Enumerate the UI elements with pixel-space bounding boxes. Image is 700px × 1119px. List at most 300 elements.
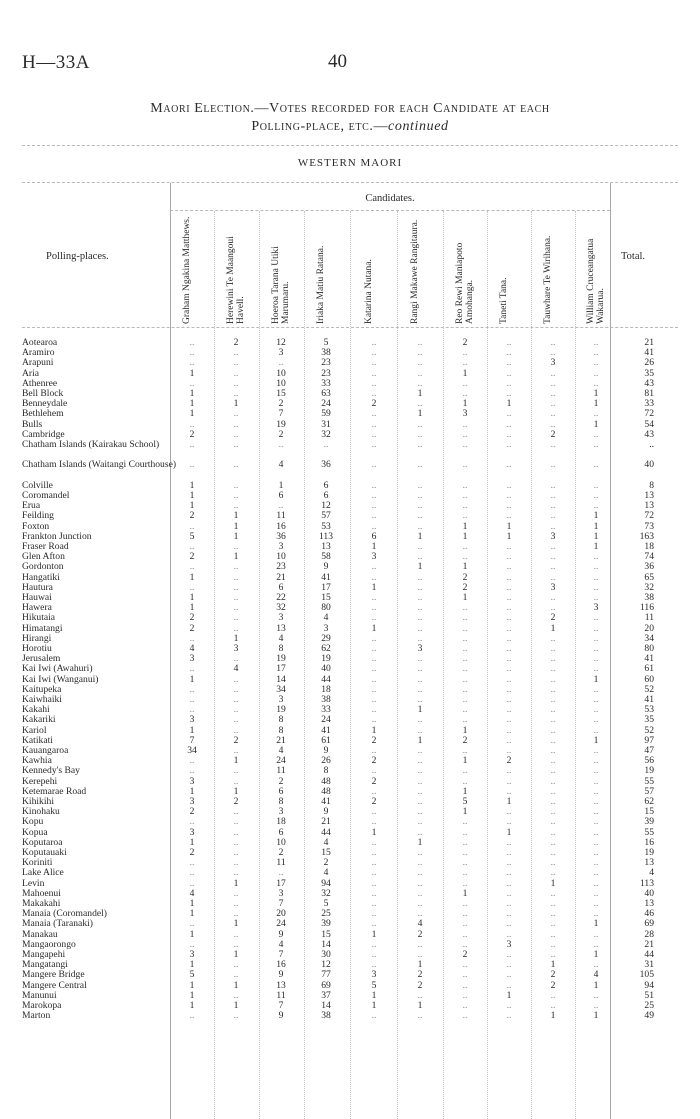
vote-cell: .. [506,377,512,389]
polling-place: Kakahi [22,705,50,716]
vote-cell: 1 [371,826,377,838]
vote-cell: .. [462,765,468,777]
vote-cell: .. [506,694,512,705]
vote-cell: 3 [278,347,284,359]
total-cell: 43 [644,428,654,440]
vote-cell: .. [417,602,423,614]
total-cell: 55 [644,826,654,838]
vote-cell: .. [506,347,512,359]
vote-cell: .. [371,571,377,583]
vote-cell: 1 [462,520,468,532]
vote-cell: .. [371,428,377,440]
vote-cell: .. [189,694,195,705]
vote-cell: .. [371,949,377,960]
vote-cell: .. [506,704,512,716]
vote-cell: 1 [189,367,195,379]
total-cell: 116 [639,602,654,614]
total-cell: 73 [644,520,654,532]
vote-cell: 1 [371,581,377,593]
vote-cell: 4 [417,918,423,930]
vote-cell: .. [233,581,239,593]
vote-cell: 2 [189,847,195,858]
vote-cell: 37 [321,989,331,1001]
vote-cell: .. [506,653,512,665]
vote-cell: 1 [189,500,195,512]
vote-cell: 3 [189,826,195,838]
vote-cell: 1 [371,1000,377,1011]
vote-cell: 1 [371,541,377,552]
vote-cell: 1 [189,490,195,501]
polling-place: Chatham Islands (Waitangi Courthouse) [22,460,177,471]
total-cell: 21 [644,337,654,348]
vote-cell: 61 [321,734,331,746]
vote-cell: .. [593,439,599,450]
vote-cell: 18 [321,683,331,695]
vote-cell: 24 [321,398,331,410]
vote-cell: .. [417,541,423,552]
vote-cell: .. [550,918,556,930]
vote-cell: .. [593,694,599,705]
vote-cell: .. [593,908,599,920]
vote-cell: 8 [278,724,284,736]
vote-cell: 14 [321,1000,331,1011]
vote-cell: 1 [233,1000,239,1011]
vote-cell: .. [462,643,468,654]
vote-cell: 57 [321,510,331,522]
vote-cell: .. [417,887,423,899]
vote-cell: 1 [462,592,468,603]
vote-cell: .. [417,357,423,369]
vote-cell: .. [506,959,512,971]
vote-cell: .. [462,857,468,869]
vote-cell: 1 [189,388,195,399]
vote-cell: .. [550,408,556,420]
candidate-header: Herewini Te Maangoui Havell. [226,236,246,324]
total-cell: 113 [639,877,654,889]
vote-cell: .. [371,408,377,420]
total-cell: 57 [644,785,654,797]
vote-cell: .. [189,632,195,644]
vote-cell: 1 [593,734,599,746]
vote-cell: .. [371,847,377,858]
polling-place: Horotiu [22,644,52,654]
vote-cell: .. [189,377,195,389]
vote-cell: 10 [276,377,286,389]
vote-cell: .. [550,938,556,950]
vote-cell: 14 [276,673,286,685]
vote-cell: 15 [276,388,286,399]
vote-cell: 6 [371,530,377,542]
vote-cell: .. [550,949,556,960]
vote-cell: 36 [276,530,286,542]
vote-cell: 32 [321,428,331,440]
vote-cell: .. [233,500,239,512]
vote-cell: .. [462,826,468,838]
vote-cell: 1 [462,398,468,410]
vote-cell: .. [371,479,377,491]
vote-cell: 5 [323,898,329,909]
vote-cell: .. [506,367,512,379]
polling-place: Coromandel [22,491,70,501]
vote-cell: .. [506,847,512,858]
total-cell: 72 [644,510,654,522]
vote-cell: 2 [233,734,239,746]
total-cell: 13 [644,898,654,909]
vote-cell: .. [462,816,468,828]
vote-cell: .. [462,847,468,858]
total-cell: 20 [644,622,654,634]
vote-cell: .. [233,826,239,838]
vote-cell: .. [593,592,599,603]
vote-cell: .. [462,418,468,430]
polling-place: Kaitupeka [22,684,62,695]
polling-place: Mahoenui [22,888,61,899]
vote-cell: .. [550,561,556,573]
vote-cell: .. [506,816,512,828]
vote-cell: .. [462,683,468,695]
vote-cell: .. [278,500,284,512]
polling-place: Cambridge [22,429,65,440]
vote-cell: .. [189,520,195,532]
vote-cell: 3 [189,714,195,726]
vote-cell: .. [371,898,377,909]
vote-cell: .. [593,551,599,563]
total-cell: 97 [644,734,654,746]
vote-cell: .. [462,673,468,685]
vote-cell: 2 [189,510,195,522]
vote-cell: 3 [371,551,377,563]
vote-cell: 6 [323,490,329,501]
total-cell: 72 [644,408,654,420]
vote-cell: .. [593,1000,599,1011]
vote-cell: .. [189,938,195,950]
vote-cell: .. [506,571,512,583]
total-cell: 28 [644,928,654,940]
vote-cell: 9 [278,1010,284,1022]
vote-cell: 3 [278,694,284,705]
vote-cell: 1 [593,949,599,960]
total-cell: 32 [644,581,654,593]
page-number: 40 [328,51,347,72]
vote-cell: .. [462,714,468,726]
vote-cell: .. [233,836,239,848]
polling-place: Chatham Islands (Kairakau School) [22,440,160,450]
vote-cell: 1 [593,918,599,930]
vote-cell: 26 [321,755,331,767]
vote-cell: 2 [417,928,423,940]
vote-cell: .. [371,439,377,450]
vote-cell: .. [506,357,512,369]
total-cell: 60 [644,673,654,685]
candidate-header: Tauwhare Te Wirihana. [543,235,553,324]
vote-cell: .. [506,857,512,869]
polling-place: Hirangi [22,633,52,644]
vote-cell: 2 [189,806,195,818]
vote-cell: 1 [550,1010,556,1022]
vote-cell: 1 [417,1000,423,1011]
vote-cell: 19 [321,653,331,665]
vote-cell: 1 [189,724,195,736]
vote-cell: .. [506,581,512,593]
vote-cell: 2 [278,775,284,787]
vote-cell: 17 [321,581,331,593]
vote-cell: .. [506,949,512,960]
vote-cell: 19 [276,653,286,665]
total-cell: 13 [644,500,654,512]
vote-cell: 2 [278,398,284,410]
vote-cell: 9 [323,745,329,756]
vote-cell: .. [371,694,377,705]
vote-cell: 6 [278,490,284,501]
vote-cell: 1 [550,622,556,634]
vote-cell: .. [593,857,599,869]
vote-cell: 21 [321,816,331,828]
vote-cell: .. [233,459,239,471]
vote-cell: .. [371,918,377,930]
vote-cell: .. [233,989,239,1001]
polling-place: Kakariki [22,715,56,726]
vote-cell: 19 [276,418,286,430]
vote-cell: 6 [278,581,284,593]
vote-cell: .. [371,459,377,471]
vote-cell: .. [506,428,512,440]
vote-cell: .. [506,643,512,654]
vote-cell: 1 [417,530,423,542]
vote-cell: .. [593,428,599,440]
vote-cell: 6 [323,479,329,491]
polling-place: Hangatiki [22,572,60,583]
vote-cell: 1 [233,632,239,644]
total-cell: 36 [644,561,654,573]
vote-cell: .. [233,724,239,736]
vote-cell: .. [371,704,377,716]
vote-cell: .. [371,520,377,532]
vote-cell: .. [189,1010,195,1022]
vote-cell: .. [593,806,599,818]
vote-cell: .. [189,683,195,695]
vote-cell: .. [417,673,423,685]
vote-cell: 1 [506,520,512,532]
polling-place: Mangatangi [22,960,68,971]
table-row [0,1011,700,1021]
table-row [0,440,700,460]
vote-cell: 2 [462,337,468,348]
total-cell: 15 [644,806,654,818]
candidate-header: Reo Rewi Maniapoto Amohanga. [455,242,475,324]
vote-cell: .. [462,663,468,675]
vote-cell: 8 [278,643,284,654]
vote-cell: 1 [189,836,195,848]
vote-cell: 1 [417,836,423,848]
total-cell: 33 [644,398,654,410]
vote-cell: 53 [321,520,331,532]
polling-place: Aria [22,368,40,379]
total-cell: 40 [644,459,654,471]
vote-cell: 1 [462,806,468,818]
total-cell: 54 [644,418,654,430]
vote-cell: .. [323,439,329,450]
vote-cell: .. [371,857,377,869]
vote-cell: 1 [593,388,599,399]
vote-cell: 3 [550,581,556,593]
vote-cell: 94 [321,877,331,889]
vote-cell: 10 [276,836,286,848]
total-cell: 34 [644,632,654,644]
vote-cell: 2 [323,857,329,869]
total-cell: 44 [644,949,654,960]
vote-cell: .. [593,663,599,675]
polling-place: Manaia (Taranaki) [22,919,93,930]
vote-cell: 1 [593,673,599,685]
total-cell: 40 [644,887,654,899]
vote-cell: 5 [189,530,195,542]
vote-cell: 2 [278,428,284,440]
vote-cell: 9 [323,806,329,818]
polling-place: Bulls [22,419,43,430]
vote-cell: 1 [189,928,195,940]
vote-cell: 3 [189,949,195,960]
vote-cell: .. [462,388,468,399]
vote-cell: 1 [371,622,377,634]
vote-cell: 11 [276,857,286,869]
vote-cell: 3 [278,541,284,552]
vote-cell: .. [371,877,377,889]
vote-cell: .. [371,490,377,501]
vote-cell: .. [371,632,377,644]
vote-cell: .. [417,592,423,603]
vote-cell: 2 [462,571,468,583]
total-cell: 25 [644,1000,654,1011]
total-cell: 81 [644,388,654,399]
vote-cell: 1 [417,959,423,971]
vote-cell: .. [233,490,239,501]
vote-cell: 4 [323,867,329,879]
vote-cell: 113 [318,530,334,542]
vote-cell: .. [506,775,512,787]
vote-cell: .. [371,765,377,777]
vote-cell: .. [371,745,377,756]
vote-cell: .. [462,500,468,512]
vote-cell: .. [417,826,423,838]
vote-cell: .. [506,541,512,552]
vote-cell: .. [550,602,556,614]
vote-cell: 4 [278,745,284,756]
vote-cell: 1 [593,541,599,552]
vote-cell: 3 [189,653,195,665]
vote-cell: .. [462,989,468,1001]
vote-cell: .. [462,490,468,501]
vote-cell: .. [506,918,512,930]
vote-cell: .. [506,887,512,899]
vote-cell: .. [462,959,468,971]
vote-cell: 3 [371,969,377,981]
vote-cell: .. [417,439,423,450]
polling-place: Hikutaia [22,613,56,624]
total-cell: 41 [644,694,654,705]
vote-cell: .. [278,357,284,369]
vote-cell: .. [189,918,195,930]
vote-cell: 13 [276,979,286,991]
vote-cell: 63 [321,388,331,399]
vote-cell: 1 [189,898,195,909]
vote-cell: .. [233,408,239,420]
vote-cell: .. [417,428,423,440]
vote-cell: .. [550,745,556,756]
vote-cell: .. [233,388,239,399]
vote-cell: 3 [462,408,468,420]
vote-cell: 3 [550,530,556,542]
polling-place: Kai Iwi (Wanganui) [22,674,99,685]
vote-cell: 1 [233,510,239,522]
vote-cell: .. [417,551,423,563]
vote-cell: 3 [278,887,284,899]
polling-place: Kinohaku [22,807,60,818]
vote-cell: 11 [276,765,286,777]
vote-cell: 2 [371,775,377,787]
vote-cell: 36 [321,459,331,471]
vote-cell: .. [233,898,239,909]
vote-cell: .. [417,337,423,348]
vote-cell: .. [550,592,556,603]
vote-cell: .. [593,408,599,420]
vote-cell: 15 [321,928,331,940]
vote-cell: .. [371,836,377,848]
total-cell: 31 [644,959,654,971]
vote-cell: .. [417,938,423,950]
vote-cell: .. [593,785,599,797]
vote-cell: .. [233,479,239,491]
vote-cell: .. [550,683,556,695]
polling-place: Hauwai [22,593,52,603]
vote-cell: .. [593,581,599,593]
vote-cell: .. [550,857,556,869]
vote-cell: .. [550,765,556,777]
vote-cell: 1 [593,520,599,532]
vote-cell: .. [462,969,468,981]
vote-cell: 2 [371,734,377,746]
vote-cell: 1 [550,877,556,889]
vote-cell: .. [417,745,423,756]
vote-cell: .. [506,418,512,430]
vote-cell: .. [417,785,423,797]
vote-cell: .. [462,510,468,522]
total-cell: .. [649,439,654,450]
total-cell: 41 [644,347,654,359]
vote-cell: .. [550,887,556,899]
vote-cell: .. [550,571,556,583]
vote-cell: 1 [462,530,468,542]
vote-cell: 1 [593,530,599,542]
vote-cell: 30 [321,949,331,960]
vote-cell: .. [550,867,556,879]
vote-cell: .. [371,561,377,573]
vote-cell: .. [506,765,512,777]
vote-cell: .. [417,490,423,501]
total-cell: 13 [644,857,654,869]
vote-cell: 4 [323,612,329,624]
vote-cell: .. [550,510,556,522]
vote-cell: .. [371,602,377,614]
total-cell: 52 [644,683,654,695]
vote-cell: .. [462,622,468,634]
vote-cell: .. [506,683,512,695]
vote-cell: 1 [233,877,239,889]
vote-cell: .. [593,367,599,379]
vote-cell: .. [550,796,556,807]
vote-cell: .. [233,602,239,614]
polling-place: Koputauaki [22,848,67,858]
vote-cell: 1 [189,959,195,971]
